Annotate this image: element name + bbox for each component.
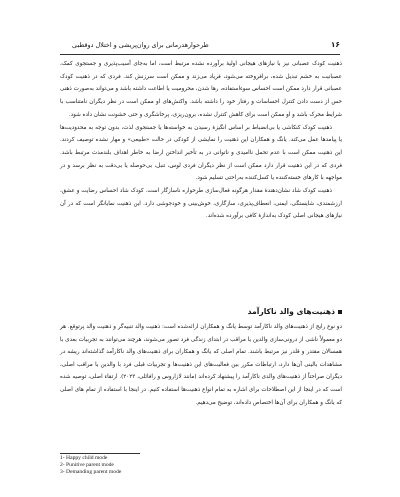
square-bullet-icon xyxy=(338,310,342,314)
section-text xyxy=(60,321,342,409)
body-text xyxy=(60,58,342,223)
paragraph-angry-child: ذهنیت کودک عصبانی نیز با نیازهای هیجانی اولیهٔ برآورده نشده مرتبط است، اما به‌جای آسیب‌پذیری و جستجوی کمک، عصبانیت به خشم تبدیل شده، برافروخته می‌شود، فریاد می‌زند و ممکن است سرزنش کند. فردی که در ذهنیت کودک عصبانی قرار دارد ممکن است احساس سوءاستفاده، رها شدن، محرومیت یا اطاعت داشته باشد و می‌تواند به‌صورت ذهنی حس از دست دادن کنترل احساسات و رفتار خود را داشته باشد. واکنش‌های او ممکن است در نظر دیگران نامتناسب با شرایط محرک باشد و او ممکن است برای کاهش کنترل نشده، برون‌ریزی، پرخاشگری و حتی خشونت نشان داده شود. xyxy=(60,61,342,118)
paragraph-parent-modes: دو نوع رایج از ذهنیت‌های والد ناکارآمد توسط یانگ و همکاران ارائه‌شده است: ذهنیت والد تنبیه‌گر و ذهنیت والد پرتوقع. هر دو معمولاً ناشی از درونی‌سازی والدین یا مراقب در ابتدای زندگی فرد تصور می‌شوند، هرچند می‌توانند به تجربیات بعدی با همسالان مقتدر و قلدر نیز مرتبط باشند. تمام اصلی که یانگ و همکاران برای ذهنیت‌های والد ناکارآمد گذاشته‌اند ریشه در مشاهدات بالینی آن‌ها دارد، ارتباطات مکرر بین فعالیت‌های این ذهنیت‌ها و تجربیات قبلی فرد با والدین یا مراقب اصلی، دیگران صراحتاً از ذهنیت‌های والدی ناکارآمد را پیشنهاد کرده‌اند (مانند لازاروس و رافائلی، ۲۰۲۳). ارتقاء اصلی، توصیه شده است که در اینجا از این اصطلاحات برای اشاره به تمام انواع ذهنیت‌ها استفاده کنیم. در اینجا با استفاده از تمام های اصلی که یانگ و همکاران برای آن‌ها اختصاص داده‌اند، توضیح می‌دهیم. xyxy=(60,324,342,406)
section-heading-text: ذهنیت‌های والد ناکارآمد xyxy=(247,307,335,316)
footnote-3: 3- Demanding parent mode xyxy=(60,469,122,476)
running-head-title: طرحوارهدرمانی برای روان‌پریشی و اختلال دوقطبی xyxy=(72,41,209,49)
footnotes xyxy=(60,455,260,477)
running-head xyxy=(60,38,340,52)
paragraph-happy-child: ذهنیت کودک شاد نشان‌دهندهٔ مقدار هرگونه فعال‌سازی طرحواره ناسازگار است. کودک شاد احساس رضایت و عشق، ارزشمندی، شایستگی، ایمنی، انعطاف‌پذیری، سازگاری، خوش‌بینی و خودجوشی دارد. این ذهنیت نمایانگر است که در آن نیازهای هیجانی اصلی کودک به‌اندازهٔ کافی برآورده شده‌اند. xyxy=(60,188,342,220)
page-number: ۱۶ xyxy=(330,40,340,49)
section-heading xyxy=(248,306,342,318)
header-rule xyxy=(60,54,340,55)
footnote-1: 1- Happy child mode xyxy=(60,455,108,461)
footnote-rule xyxy=(60,453,140,454)
footnote-2: 2- Punitive parent mode xyxy=(60,462,114,469)
paragraph-impulsive-child: ذهنیت کودک کنکاشی یا بی‌انضباط بر اساس انگیزهٔ رسیدن به خواسته‌ها یا جستجوی لذت، بدون توجه به محدودیت‌ها یا پیامدها عمل می‌کند. یانگ و همکاران این ذهنیت را نمایشی از کودکی در حالت «طبیعی» و مهار نشده توصیف کردند. این ذهنیت ممکن است با عدم تحمل ناامیدی و ناتوانی در به تأخیر انداختن ارضا به خاطر اهداف بلندمدت مرتبط باشد. فردی که در این ذهنیت قرار دارد ممکن است از نظر دیگران فردی لوس، تنبل، بی‌حوصله یا بی‌دقت به نظر برسد و در مواجهه با کارهای خسته‌کننده یا کسل‌کننده به‌راحتی تسلیم شود. xyxy=(60,124,342,182)
